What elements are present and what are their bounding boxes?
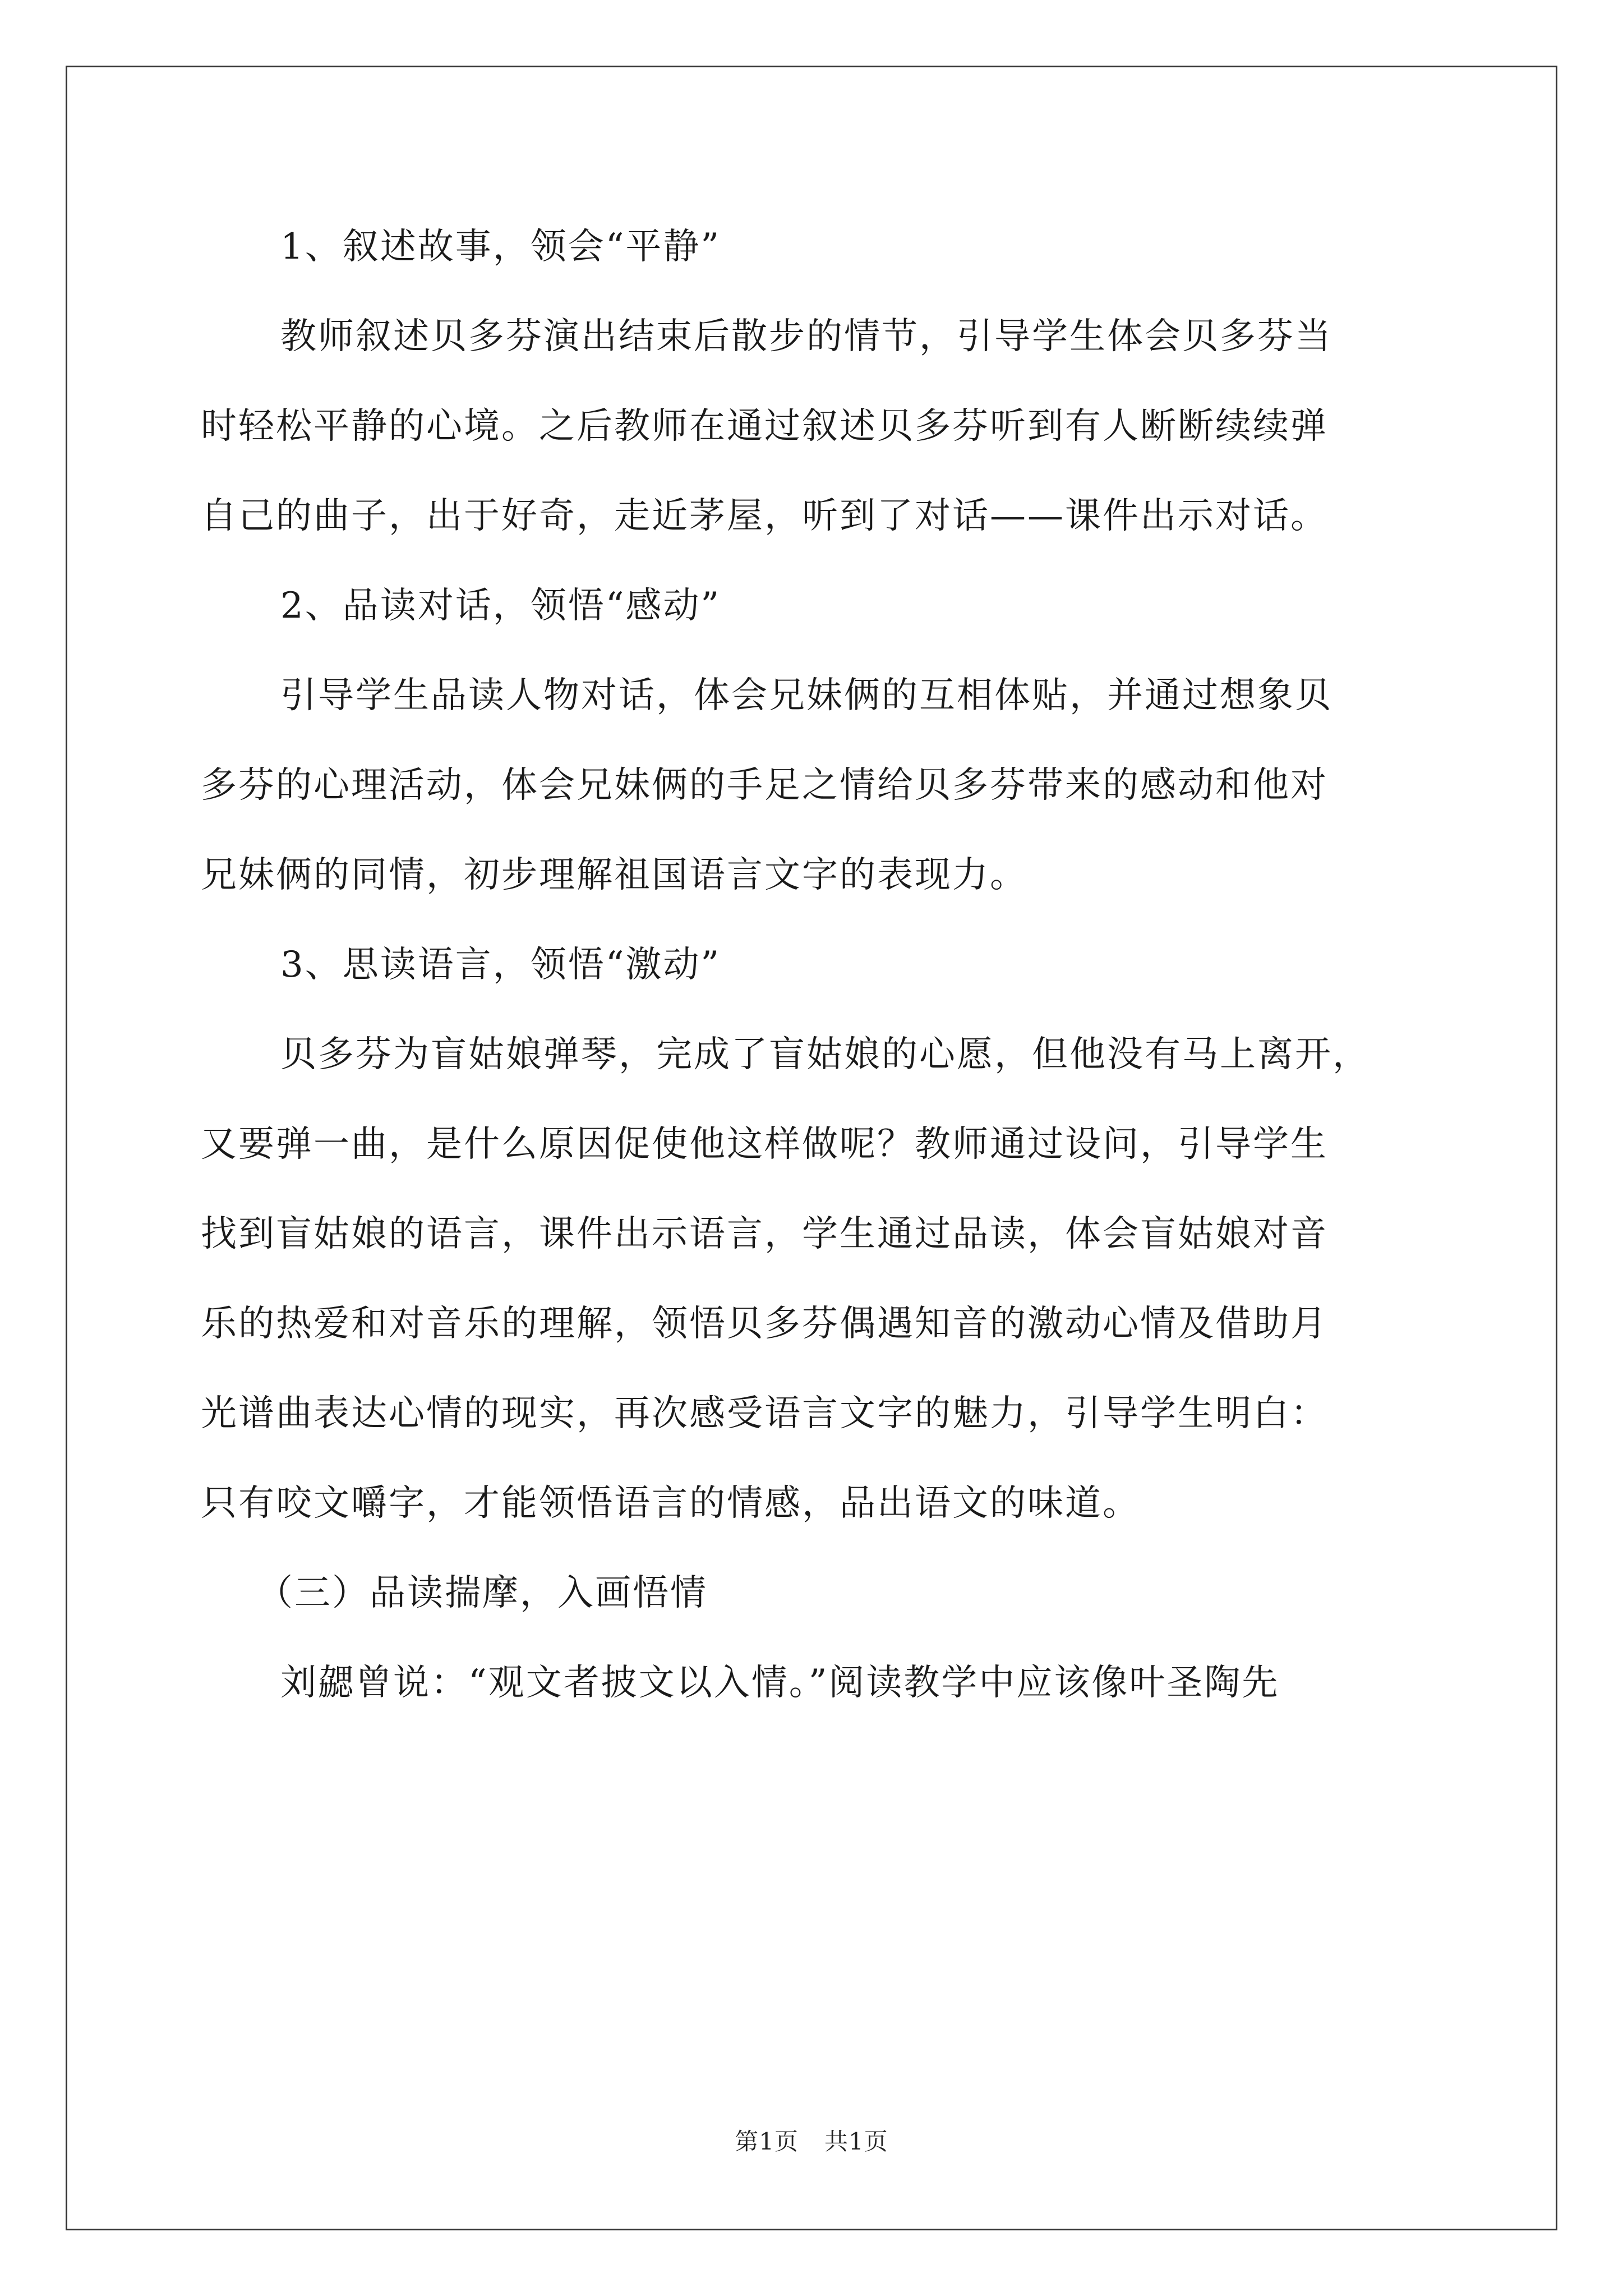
paragraph-line: 时轻松平静的心境。之后教师在通过叙述贝多芬听到有人断断续续弹 [201, 406, 1328, 447]
page-total: 共1页 [824, 2128, 888, 2155]
paragraph-line: 光谱曲表达心情的现实，再次感受语言文字的魅力，引导学生明白： [201, 1393, 1328, 1434]
section-heading-three: （三）品读揣摩，入画悟情 [257, 1572, 708, 1614]
paragraph-line: 只有咬文嚼字，才能领悟语言的情感，品出语文的味道。 [201, 1483, 1140, 1524]
paragraph-line: 自己的曲子，出于好奇，走近茅屋，听到了对话——课件出示对话。 [201, 495, 1328, 537]
paragraph-line: 引导学生品读人物对话，体会兄妹俩的互相体贴，并通过想象贝 [280, 675, 1332, 716]
paragraph-line: 兄妹俩的同情，初步理解祖国语言文字的表现力。 [201, 854, 1027, 896]
heading-narrate-story: 1、叙述故事，领会“平静” [280, 226, 721, 268]
page-footer [0, 2123, 1623, 2157]
page-number: 第1页 [735, 2128, 799, 2155]
paragraph-line: 教师叙述贝多芬演出结束后散步的情节，引导学生体会贝多芬当 [280, 316, 1332, 357]
heading-think-language: 3、思读语言，领悟“激动” [280, 944, 721, 986]
document-body [201, 202, 1435, 1728]
paragraph-line: 乐的热爱和对音乐的理解，领悟贝多芬偶遇知音的激动心情及借助月 [201, 1303, 1328, 1345]
paragraph-line: 又要弹一曲，是什么原因促使他这样做呢？教师通过设问，引导学生 [201, 1124, 1328, 1165]
paragraph-line: 多芬的心理活动，体会兄妹俩的手足之情给贝多芬带来的感动和他对 [201, 765, 1328, 806]
paragraph-line: 找到盲姑娘的语言，课件出示语言，学生通过品读，体会盲姑娘对音 [201, 1213, 1328, 1255]
heading-read-dialogue: 2、品读对话，领悟“感动” [280, 585, 721, 627]
paragraph-line: 刘勰曾说：“观文者披文以入情。”阅读教学中应该像叶圣陶先 [280, 1662, 1280, 1704]
paragraph-line: 贝多芬为盲姑娘弹琴，完成了盲姑娘的心愿，但他没有马上离开， [280, 1034, 1370, 1075]
